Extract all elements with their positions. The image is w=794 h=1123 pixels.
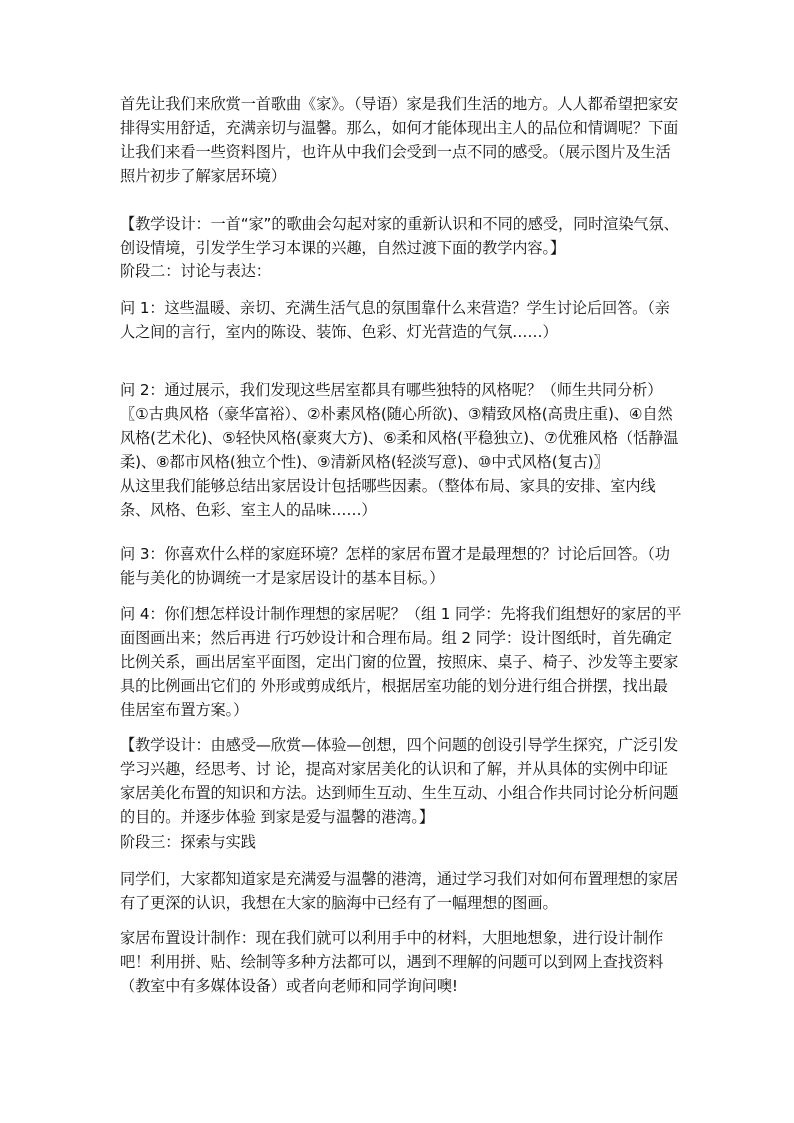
teaching-design-note-2: 【教学设计：由感受—欣赏—体验—创想，四个问题的创设引导学生探究，广泛引发学习兴趣，经思考、讨 论，提高对家居美化的认识和了解，并从具体的实例中印证家居美化布置的知识和方法。达到师生互动、生生互动、小组合作共同讨论分析问题的目的。并逐步体验 到家是爱与温馨的港湾。】 xyxy=(120,736,679,826)
stage-two-heading: 阶段二：讨论与表达： xyxy=(120,262,271,280)
stage-three-heading: 阶段三：探索与实践 xyxy=(120,833,256,851)
teaching-design-note-1: 【教学设计：一首“家”的歌曲会勾起对家的重新认识和不同的感受，同时渲染气氛、创设情境，引发学生学习本课的兴趣，自然过渡下面的教学内容。】 xyxy=(120,215,679,257)
closing-paragraph-1: 同学们，大家都知道家是充满爱与温馨的港湾，通过学习我们对如何布置理想的家居有了更深的认识，我想在大家的脑海中已经有了一幅理想的图画。 xyxy=(120,870,679,912)
question-1-paragraph: 问 1：这些温暖、亲切、充满生活气息的氛围靠什么来营造？学生讨论后回答。（亲人之间的言行，室内的陈设、装饰、色彩、灯光营造的气氛……） xyxy=(120,299,670,341)
intro-paragraph: 首先让我们来欣赏一首歌曲《家》。（导语）家是我们生活的地方。人人都希望把家安排得实用舒适，充满亲切与温馨。那么，如何才能体现出主人的品位和情调呢？下面让我们来看一些资料图片，也许从中我们会受到一点不同的感受。（展示图片及生活照片初步了解家居环境） xyxy=(120,95,679,185)
question-4-paragraph: 问 4：你们想怎样设计制作理想的家居呢？（组 1 同学：先将我们组想好的家居的平面图画出来；然后再进 行巧妙设计和合理布局。组 2 同学：设计图纸时，首先确定比例关系，画出居室平面图，定出门窗的位置，按照床、桌子、椅子、沙发等主要家具的比例画出它们的 外形或剪成纸片，根据居室功能的划分进行组合拼摆，找出最佳居室布置方案。） xyxy=(120,605,682,719)
closing-paragraph-2: 家居布置设计制作：现在我们就可以利用手中的材料，大胆地想象，进行设计制作吧！利用拼、贴、绘制等多种方法都可以，遇到不理解的问题可以到网上查找资料（教室中有多媒体设备）或者向老师和同学询问噢! xyxy=(120,929,664,995)
question-3-paragraph: 问 3：你喜欢什么样的家庭环境？怎样的家居布置才是最理想的？讨论后回答。（功能与美化的协调统一才是家居设计的基本目标。） xyxy=(120,545,670,587)
question-2-paragraph: 问 2：通过展示，我们发现这些居室都具有哪些独特的风格呢？（师生共同分析）〖①古典风格（豪华富裕）、②朴素风格(随心所欲)、③精致风格(高贵庄重)、④自然风格(艺术化)、⑤轻快风格(豪爽大方)、⑥柔和风格(平稳独立)、⑦优雅风格（恬静温柔)、⑧都市风格(独立个性)、⑨清新风格(轻淡写意)、⑩中式风格(复古)〗 从这里我们能够总结出家居设计包括哪些因素。（整体布局、家具的安排、室内线条、风格、色彩、室主人的品味……） xyxy=(120,381,679,519)
